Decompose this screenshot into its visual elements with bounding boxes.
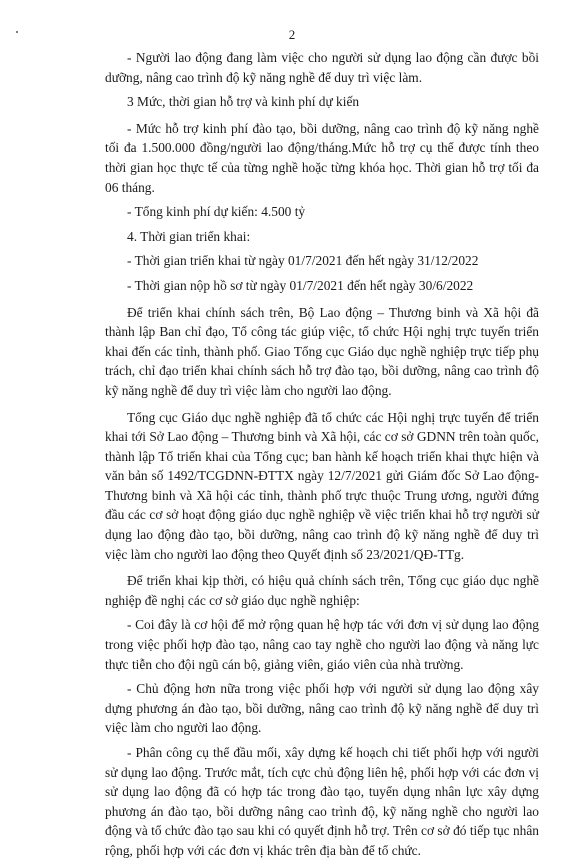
heading-support-level: 3 Mức, thời gian hỗ trợ và kinh phí dự kiến <box>127 94 360 110</box>
document-body <box>105 48 539 866</box>
paragraph-request-opportunity: - Coi đây là cơ hội để mở rộng quan hệ hợp tác với đơn vị sử dụng lao động trong việc phối hợp đào tạo, nâng cao tay nghề cho người lao động và năng lực thực tiễn cho đội ngũ cán bộ, giảng viên, giáo viên của nhà trường. <box>105 617 539 672</box>
paragraph-implementation-period: - Thời gian triển khai từ ngày 01/7/2021 đến hết ngày 31/12/2022 <box>127 253 479 269</box>
paragraph-request-proactive: - Chủ động hơn nữa trong việc phối hợp với người sử dụng lao động xây dựng phương án đào tạo, bồi dưỡng, nâng cao trình độ kỹ năng nghề để duy trì việc làm cho người lao động. <box>105 681 539 736</box>
heading-implementation-time: 4. Thời gian triển khai: <box>127 228 251 244</box>
paragraph-total-budget: - Tổng kinh phí dự kiến: 4.500 tỷ <box>127 204 306 220</box>
paragraph-request-intro: Để triển khai kịp thời, có hiệu quả chính sách trên, Tổng cục giáo dục nghề nghiệp đề nghị các cơ sở giáo dục nghề nghiệp: <box>105 573 539 608</box>
paragraph-submission-period: - Thời gian nộp hồ sơ từ ngày 01/7/2021 đến hết ngày 30/6/2022 <box>127 277 474 293</box>
paragraph-ministry-actions: Để triển khai chính sách trên, Bộ Lao động – Thương binh và Xã hội đã thành lập Ban chỉ đạo, Tổ công tác giúp việc, tổ chức Hội nghị trực tuyến triển khai đến các tỉnh, thành phố. Giao Tổng cục Giáo dục nghề nghiệp trực tiếp phụ trách, chỉ đạo triển khai chính sách hỗ trợ đào tạo, bồi dưỡng, nâng cao trình độ kỹ năng nghề để duy trì việc làm cho người lao động. <box>105 304 539 398</box>
paragraph-directorate-actions: Tổng cục Giáo dục nghề nghiệp đã tổ chức các Hội nghị trực tuyến để triển khai tới Sở Lao động – Thương binh và Xã hội, các cơ sở GDNN trên toàn quốc, thành lập Tổ triển khai của Tổng cục; ban hành kế hoạch triển khai thực hiện và văn bản số 1492/TCGDNN-ĐTTX ngày 12/7/2021 gửi Giám đốc Sở Lao động- Thương binh và Xã hội các tỉnh, thành phố trực thuộc Trung ương, người đứng đầu các cơ sở hoạt động giáo dục nghề nghiệp về việc triển khai hỗ trợ người sử dụng lao động đào tạo, bồi dưỡng, nâng cao trình độ kỹ năng nghề để duy trì việc làm cho người lao động theo Quyết định số 23/2021/QĐ-TTg. <box>105 409 539 562</box>
paragraph-request-assignment: - Phân công cụ thể đầu mối, xây dựng kế hoạch chi tiết phối hợp với người sử dụng lao động. Trước mắt, tích cực chủ động liên hệ, phối hợp với các đơn vị sử dụng lao động đã có hợp tác trong đào tạo, tuyển dụng nhân lực xây dựng phương án đào tạo, bồi dưỡng nâng cao trình độ, kỹ năng nghề cho người lao động và tổ chức đào tạo sau khi có quyết định hỗ trợ. Trên cơ sở đó tiếp tục nhân rộng, phối hợp với các đơn vị khác trên địa bàn để tổ chức. <box>105 745 539 858</box>
paragraph-workers-training: - Người lao động đang làm việc cho người sử dụng lao động cần được bồi dưỡng, nâng cao trình độ kỹ năng nghề để duy trì việc làm. <box>105 50 539 85</box>
page-number: 2 <box>288 27 296 42</box>
paragraph-support-amount: - Mức hỗ trợ kinh phí đào tạo, bồi dưỡng, nâng cao trình độ kỹ năng nghề tối đa 1.500.000 đồng/người lao động/tháng.Mức hỗ trợ cụ thể được tính theo thời gian học thực tế của từng nghề hoặc từng khóa học. Thời gian hỗ trợ tối đa 06 tháng. <box>105 120 539 195</box>
